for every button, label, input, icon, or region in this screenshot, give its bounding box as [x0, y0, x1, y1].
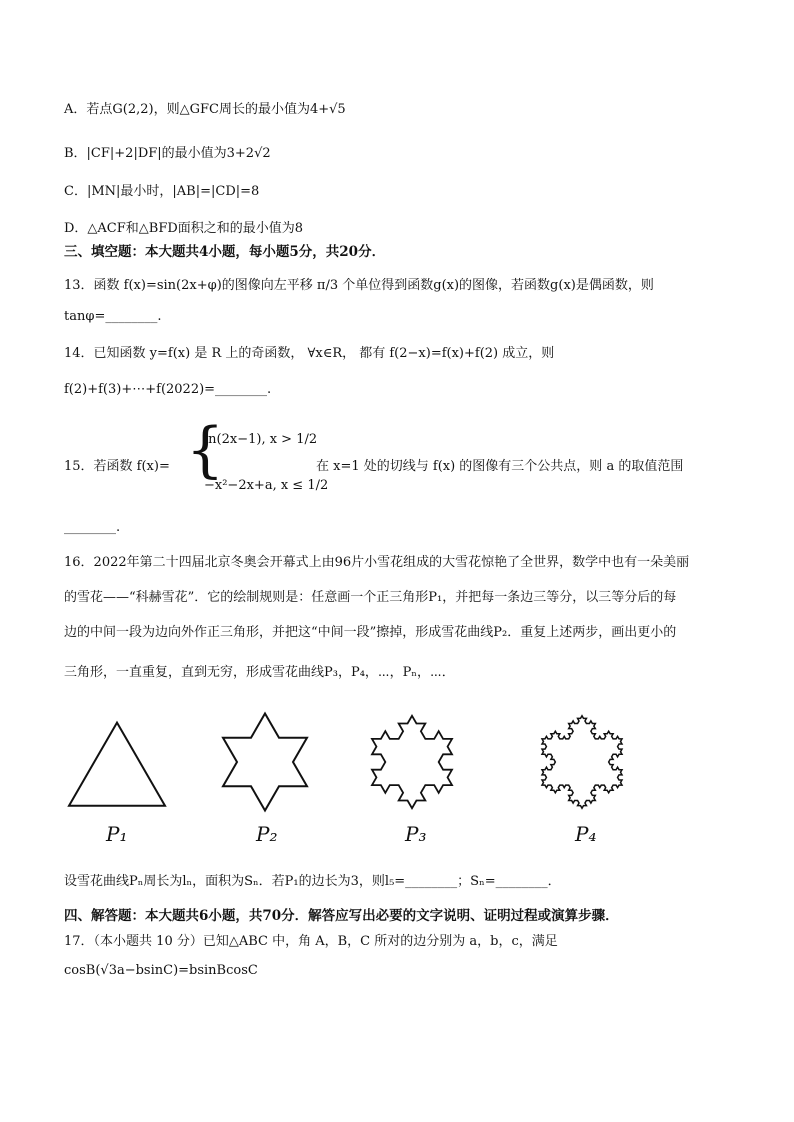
label-p4: P₄ [575, 822, 597, 846]
q14-line2: f(2)+f(3)+⋯+f(2022)=________. [64, 382, 272, 397]
q14-line1: 14．已知函数 y=f(x) 是 R 上的奇函数， ∀x∈R， 都有 f(2−x)=f(x)+f(2) 成立，则 [64, 346, 555, 361]
q17-line1: 17．（本小题共 10 分）已知△ABC 中，角 A，B，C 所对的边分别为 a，b，c，满足 [64, 934, 558, 949]
snowflake-p4-drawing [520, 700, 645, 820]
p1-outline [69, 723, 165, 806]
q16-line1: 16．2022年第二十四届北京冬奥会开幕式上由96片小雪花组成的大雪花惊艳了全世界，数学中也有一朵美丽 [64, 555, 690, 570]
q16-line4: 三角形，一直重复，直到无穷，形成雪花曲线P₃，P₄，⋯，Pₙ，⋯． [64, 665, 455, 680]
q13-line2: tanφ=________. [64, 309, 162, 324]
label-p3: P₃ [405, 822, 427, 846]
section-4-heading: 四、解答题：本大题共6小题，共70分．解答应写出必要的文字说明、证明过程或演算步骤． [64, 908, 619, 924]
q16-line2: 的雪花——“科赫雪花”．它的绘制规则是：任意画一个正三角形P₁，并把每一条边三等分，以三等分后的每 [64, 590, 677, 605]
q13-line1: 13．函数 f(x)=sin(2x+φ)的图像向左平移 π/3 个单位得到函数g(x)的图像，若函数g(x)是偶函数，则 [64, 278, 654, 293]
label-p1: P₁ [106, 822, 128, 846]
snowflake-p2-drawing [210, 700, 320, 815]
p4-outline [542, 716, 622, 808]
option-a: A．若点G(2,2)，则△GFC周长的最小值为4+√5 [64, 102, 346, 117]
option-c: C．|MN|最小时，|AB|=|CD|=8 [64, 184, 260, 199]
figure-p4 [520, 700, 645, 820]
p3-outline [372, 716, 452, 808]
koch-snowflake-figures [0, 700, 794, 860]
option-b: B．|CF|+2|DF|的最小值为3+2√2 [64, 146, 271, 161]
piecewise-brace: { [186, 415, 225, 485]
triangle-p1-drawing [62, 718, 172, 818]
p2-outline [223, 714, 307, 811]
q15-piece1: ln(2x−1), x > 1/2 [204, 432, 318, 447]
snowflake-p3-drawing [350, 700, 475, 820]
option-d: D．△ACF和△BFD面积之和的最小值为8 [64, 221, 304, 236]
q15-prefix: 15．若函数 f(x)= [64, 459, 170, 474]
q17-line2: cosB(√3a−bsinC)=bsinBcosC [64, 963, 258, 978]
q16-line3: 边的中间一段为边向外作正三角形，并把这“中间一段”擦掉，形成雪花曲线P₂．重复上述两步，画出更小的 [64, 625, 677, 640]
label-p2: P₂ [256, 822, 278, 846]
q15-line2: ________. [64, 520, 121, 535]
q15-suffix: 在 x=1 处的切线与 f(x) 的图像有三个公共点，则 a 的取值范围 [316, 459, 684, 474]
figure-p2 [210, 700, 320, 815]
q16-question: 设雪花曲线Pₙ周长为lₙ，面积为Sₙ．若P₁的边长为3，则l₅=________；Sₙ=________． [64, 874, 561, 889]
figure-p1 [62, 718, 172, 818]
q15-piece2: −x²−2x+a, x ≤ 1/2 [204, 478, 329, 493]
figure-p3 [350, 700, 475, 820]
section-3-heading: 三、填空题：本大题共4小题，每小题5分，共20分． [64, 244, 386, 260]
